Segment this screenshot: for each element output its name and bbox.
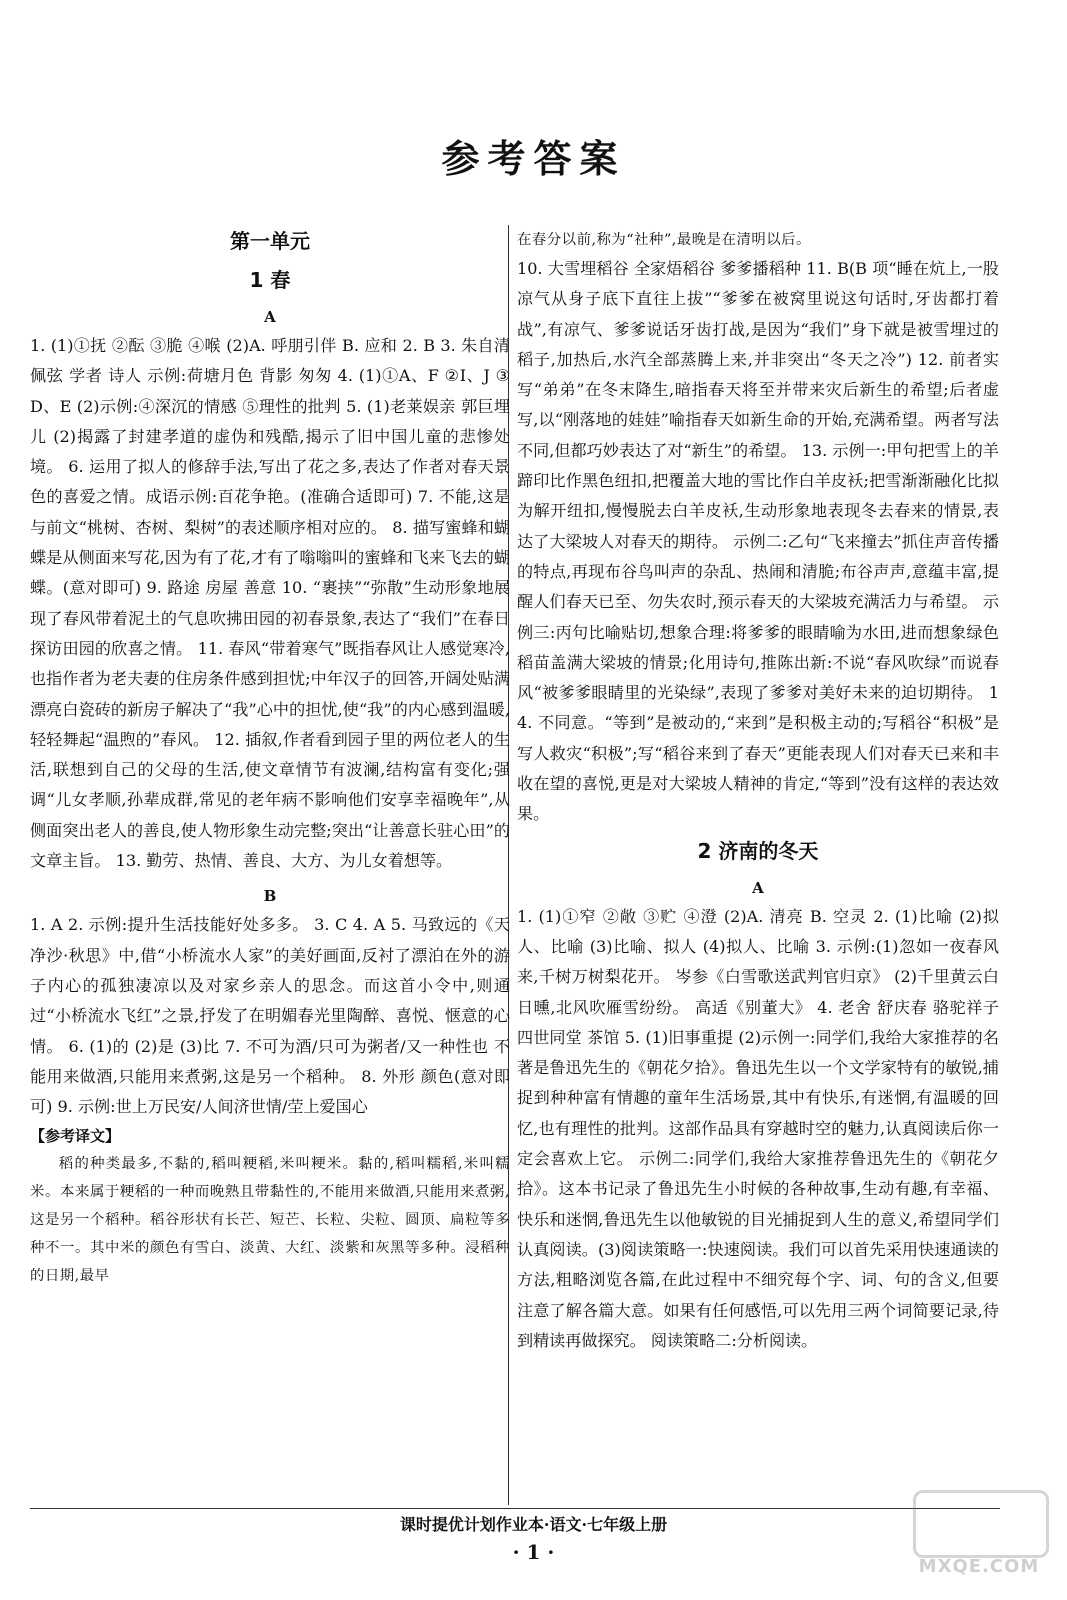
page-title: 参考答案: [441, 137, 626, 181]
page-number: · 1 ·: [512, 1540, 555, 1564]
lesson-title-2: 2 济南的冬天: [697, 838, 819, 863]
right-column: [517, 226, 999, 1356]
watermark-text: MXQE.COM: [918, 1556, 1040, 1577]
answers-section-b-continued: 10. 大雪埋稻谷 全家焐稻谷 爹爹播稻种 11. B(B 项“睡在炕上,一股凉气从身子底下直往上拔”“爹爹在被窝里说这句话时,牙齿都打着战”,有凉气、爹爹说话牙齿打战,是因为“我们”身下就是被雪埋过的稻子,加热后,水汽全部蒸腾上来,并非突出“冬天之冷”) 12. 前者实写“弟弟”在冬末降生,暗指春天将至并带来灾后新生的希望;后者虚写,以“刚落地的娃娃”喻指春天如新生命的开始,充满希望。两者写法不同,但都巧妙表达了对“新生”的希望。 13. 示例一:甲句把雪上的羊蹄印比作黑色纽扣,把覆盖大地的雪比作白羊皮袄;把雪渐渐融化比拟为解开纽扣,慢慢脱去白羊皮袄,生动形象地表现冬去春来的情景,表达了大梁坡人对春天的期待。 示例二:乙句“飞来撞去”抓住声音传播的特点,再现布谷鸟叫声的杂乱、热闹和清脆;布谷声声,意蕴丰富,提醒人们春天已至、勿失农时,预示春天的大梁坡充满活力与希望。 示例三:丙句比喻贴切,想象合理:将爹爹的眼睛喻为水田,进而想象绿色稻苗盖满大梁坡的情景;化用诗句,推陈出新:不说“春风吹绿”而说春风“被爹爹眼睛里的光染绿”,表现了爹爹对美好未来的迫切期待。 14. 不同意。“等到”是被动的,“来到”是积极主动的;写稻谷“积极”是写人救灾“积极”;写“稻谷来到了春天”更能表现人们对春天已来和丰收在望的喜悦,更是对大梁坡人精神的肯定,“等到”没有这样的表达效果。: [517, 259, 999, 824]
answers-section-b: 1. A 2. 示例:提升生活技能好处多多。 3. C 4. A 5. 马致远的《天净沙·秋思》中,借“小桥流水人家”的美好画面,反衬了漂泊在外的游子内心的孤独凄凉以及对家乡亲人的思念。而这首小令中,则通过“小桥流水飞红”之景,抒发了在明媚春光里陶醉、喜悦、惬意的心情。 6. (1)的 (2)是 (3)比 7. 不可为酒/只可为粥者/又一种性也 不能用来做酒,只能用来煮粥,这是另一个稻种。 8. 外形 颜色(意对即可) 9. 示例:世上万民安/人间济世情/茔上爱国心: [30, 915, 510, 1117]
footer-divider: [30, 1508, 1000, 1509]
section-b-label: B: [263, 887, 277, 906]
lesson-title: 1 春: [249, 268, 291, 292]
section-a-label-2: A: [752, 878, 764, 897]
watermark-logo: [909, 1490, 1049, 1590]
reference-translation: 稻的种类最多,不黏的,稻叫粳稻,米叫粳米。黏的,稻叫糯稻,米叫糯米。本来属于粳稻的一种而晚熟且带黏性的,不能用来做酒,只能用来煮粥,这是另一个稻种。稻谷形状有长芒、短芒、长粒、尖粒、圆顶、扁粒等多种不一。其中米的颜色有雪白、淡黄、大红、淡紫和灰黑等多种。浸稻种的日期,最早: [30, 1156, 510, 1285]
watermark-badge-icon: [913, 1490, 1049, 1558]
answers-lesson-2-section-a: 1. (1)①窄 ②敞 ③贮 ④澄 (2)A. 清亮 B. 空灵 2. (1)比喻 (2)拟人、比喻 (3)比喻、拟人 (4)拟人、比喻 3. 示例:(1)忽如一夜春风来,千树万树梨花开。 岑参《白雪歌送武判官归京》 (2)千里黄云白日曛,北风吹雁雪纷纷。 高适《别董大》 4. 老舍 舒庆春 骆驼祥子 四世同堂 茶馆 5. (1)旧事重提 (2)示例一:同学们,我给大家推荐的名著是鲁迅先生的《朝花夕拾》。鲁迅先生以一个文学家特有的敏锐,捕捉到种种富有情趣的童年生活场景,其中有快乐,有迷惘,有温暖的回忆,也有理性的批判。这部作品具有穿越时空的魅力,认真阅读后你一定会喜欢上它。 示例二:同学们,我给大家推荐鲁迅先生的《朝花夕拾》。这本书记录了鲁迅先生小时候的各种故事,生动有趣,有幸福、快乐和迷惘,鲁迅先生以他敏锐的目光捕捉到人生的意义,希望同学们认真阅读。(3)阅读策略一:快速阅读。我们可以首先采用快速通读的方法,粗略浏览各篇,在此过程中不细究每个字、词、句的含义,但要注意了解各篇大意。如果有任何感悟,可以先用三两个词简要记录,待到精读再做探究。 阅读策略二:分析阅读。: [517, 906, 999, 1350]
left-column: [30, 225, 510, 1290]
reference-translation-tag: 【参考译文】: [30, 1127, 121, 1146]
translation-continued: 在春分以前,称为“社种”,最晚是在清明以后。: [517, 232, 811, 248]
section-a-label: A: [264, 308, 276, 326]
footer-book-title: 课时提优计划作业本·语文·七年级上册: [399, 1515, 668, 1534]
unit-title: 第一单元: [230, 229, 310, 253]
answers-section-a: 1. (1)①抚 ②酝 ③脆 ④喉 (2)A. 呼朋引伴 B. 应和 2. B 3. 朱自清 佩弦 学者 诗人 示例:荷塘月色 背影 匆匆 4. (1)①A、F ②I、J ③D、E (2)示例:④深沉的情感 ⑤理性的批判 5. (1)老莱娱亲 郭巨埋儿 (2)揭露了封建孝道的虚伪和残酷,揭示了旧中国儿童的悲惨处境。 6. 运用了拟人的修辞手法,写出了花之多,表达了作者对春天景色的喜爱之情。成语示例:百花争艳。(准确合适即可) 7. 不能,这是与前文“桃树、杏树、梨树”的表述顺序相对应的。 8. 描写蜜蜂和蝴蝶是从侧面来写花,因为有了花,才有了嗡嗡叫的蜜蜂和飞来飞去的蝴蝶。(意对即可) 9. 路途 房屋 善意 10. “裹挟”“弥散”生动形象地展现了春风带着泥土的气息吹拂田园的初春景象,表达了“我们”在春日探访田园的欣喜之情。 11. 春风“带着寒气”既指春风让人感觉寒冷,也指作者为老夫妻的住房条件感到担忧;中年汉子的回答,开阔处贴满漂亮白瓷砖的新房子解决了“我”心中的担忧,使“我”的内心感到温暖,轻轻舞起“温煦的”春风。 12. 插叙,作者看到园子里的两位老人的生活,联想到自己的父母的生活,使文章情节有波澜,结构富有变化;强调“儿女孝顺,孙辈成群,常见的老年病不影响他们安享幸福晚年”,从侧面突出老人的善良,使人物形象生动完整;突出“让善意长驻心田”的文章主旨。 13. 勤劳、热情、善良、大方、为儿女着想等。: [30, 336, 510, 871]
